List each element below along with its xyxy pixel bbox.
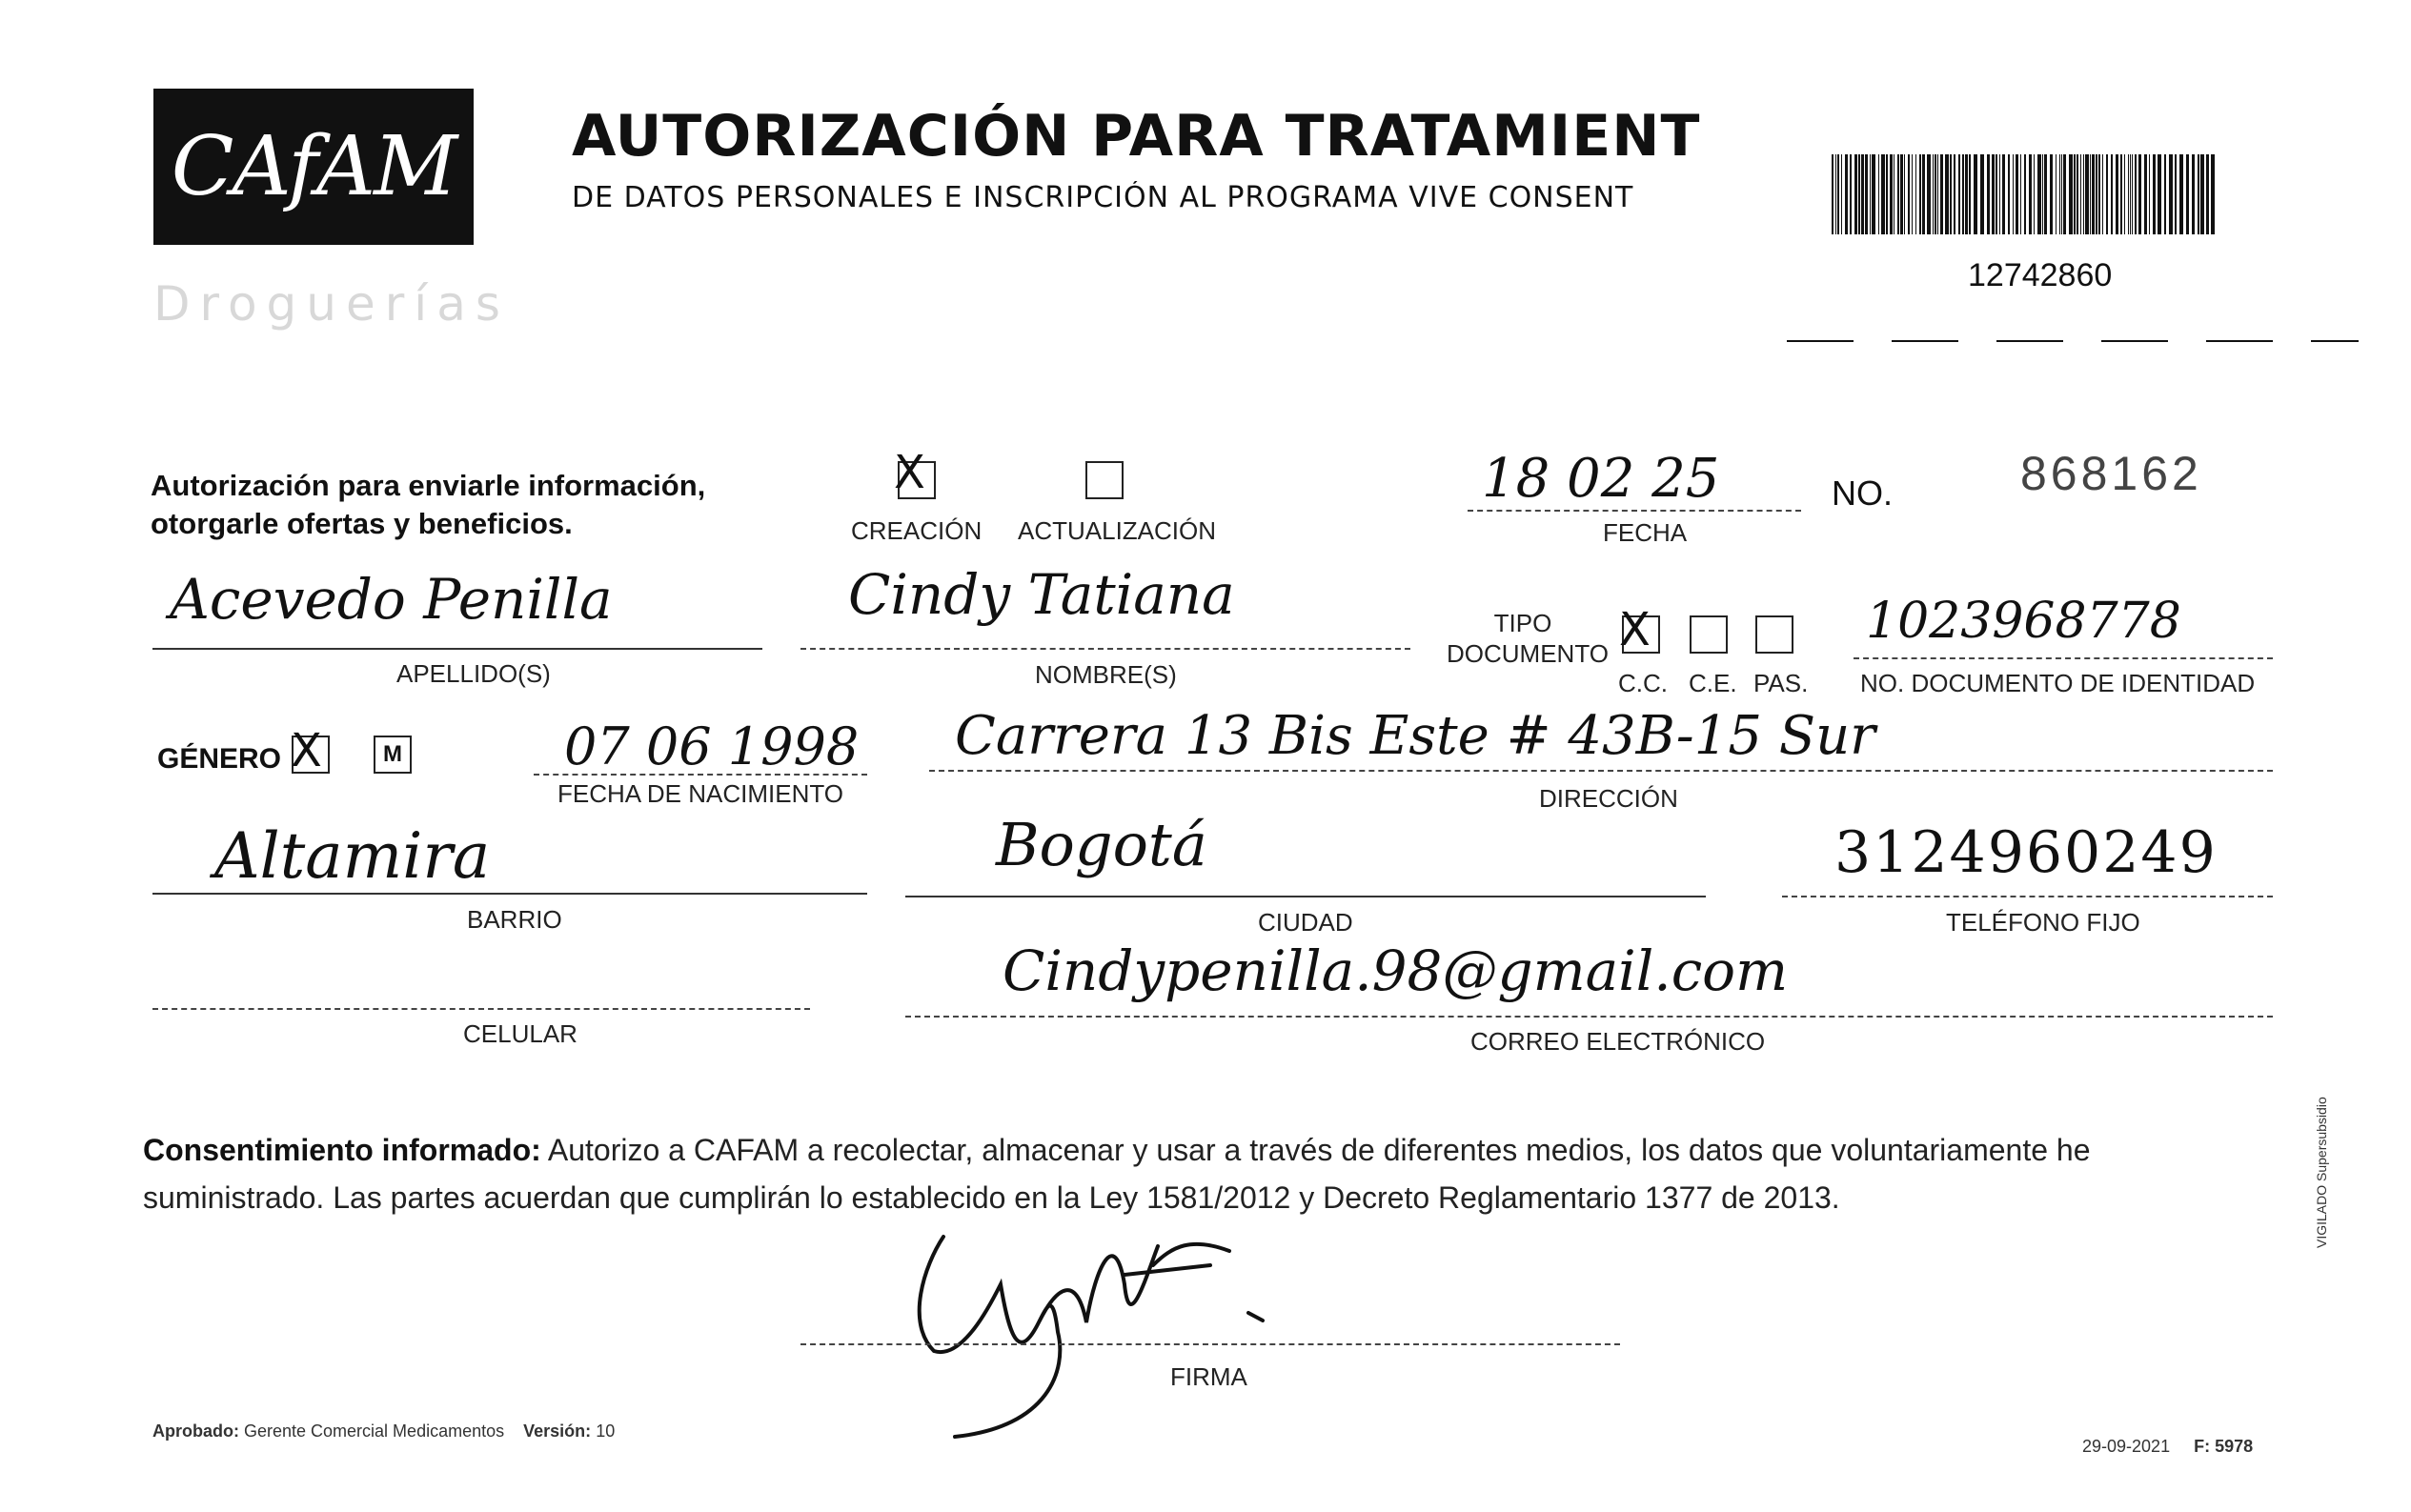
nombres-value: Cindy Tatiana [848,562,1235,627]
ciudad-line [905,896,1706,897]
nacimiento-value: 07 06 1998 [564,716,860,776]
creacion-check-mark: X [894,446,925,499]
correo-line [905,1016,2273,1018]
nombres-label: NOMBRE(S) [1035,660,1177,689]
fecha-line [1468,510,1801,512]
correo-value: Cindypenilla.98@gmail.com [1003,938,1789,1003]
direccion-line [929,770,2273,772]
barcode [1832,154,2222,234]
apellidos-value: Acevedo Penilla [170,567,613,632]
cafam-logo: CAfAM [153,89,474,245]
actualizacion-checkbox[interactable] [1085,461,1124,499]
doc-cc-check-mark: X [1619,603,1651,656]
correo-label: CORREO ELECTRÓNICO [1470,1027,1766,1056]
aprobado-value: Gerente Comercial Medicamentos [244,1421,505,1441]
header-dashes [1787,338,2359,344]
barrio-label: BARRIO [467,905,562,934]
fecha-value: 18 02 25 [1482,448,1720,510]
tipo-documento-label: TIPO DOCUMENTO [1447,609,1609,668]
form-title: AUTORIZACIÓN PARA TRATAMIENT [572,103,1701,170]
direccion-label: DIRECCIÓN [1539,784,1678,813]
form-subtitle: DE DATOS PERSONALES E INSCRIPCIÓN AL PROGRAMA VIVE CONSENT [572,181,1634,214]
telefono-value: 3124960249 [1834,819,2218,886]
firma-line [800,1343,1620,1345]
doc-cc-label: C.C. [1618,669,1668,697]
firma-label: FIRMA [1170,1362,1247,1391]
documento-value: 1023968778 [1866,593,2181,650]
doc-ce-label: C.E. [1689,669,1737,697]
celular-line [152,1008,810,1010]
apellidos-line [152,648,762,650]
documento-line [1854,657,2273,659]
celular-label: CELULAR [463,1019,577,1048]
footer-codes [2082,1437,2253,1457]
actualizacion-label: ACTUALIZACIÓN [1018,516,1217,545]
footer-approval [152,1421,615,1441]
form-intro: Autorización para enviarle información, otorgarle ofertas y beneficios. [151,469,706,540]
genero-m-label: M [383,741,402,767]
version-label: Versión: [523,1421,592,1441]
nacimiento-label: FECHA DE NACIMIENTO [557,779,844,808]
documento-label: NO. DOCUMENTO DE IDENTIDAD [1860,669,2256,697]
aprobado-label: Aprobado: [152,1421,239,1441]
ciudad-value: Bogotá [996,810,1207,879]
nombres-line [800,648,1410,650]
direccion-value: Carrera 13 Bis Este # 43B-15 Sur [955,705,1875,767]
nacimiento-line [534,774,867,776]
consent-paragraph [143,1126,2278,1221]
no-label: NO. [1832,474,1894,513]
barrio-value: Altamira [214,819,491,893]
no-value: 868162 [2020,447,2202,500]
doc-ce-checkbox[interactable] [1690,615,1728,654]
creacion-label: CREACIÓN [851,516,983,545]
telefono-line [1782,896,2273,897]
doc-pas-label: PAS. [1753,669,1809,697]
genero-label: GÉNERO [157,743,282,775]
version-value: 10 [596,1421,616,1441]
form-code: F: 5978 [2194,1437,2254,1456]
logo-subtext: Droguerías [153,276,510,332]
signature [886,1208,1287,1446]
vigilado-text: VIGILADO Supersubsidio [2314,1097,2329,1248]
consent-text: Autorizo a CAFAM a recolectar, almacenar y usar a través de diferentes medios, los datos que voluntariamente he suministrado. Las partes acuerdan que cumplirán lo establecido en la Ley 1581/2012 y Decreto Reglamentario 1377 de 2013. [143,1133,2091,1215]
doc-pas-checkbox[interactable] [1755,615,1793,654]
apellidos-label: APELLIDO(S) [396,659,551,688]
date-code: 29-09-2021 [2082,1437,2171,1456]
genero-f-check-mark: X [291,724,322,777]
barcode-number: 12742860 [1968,257,2113,293]
ciudad-label: CIUDAD [1258,908,1353,937]
fecha-label: FECHA [1603,518,1688,547]
telefono-label: TELÉFONO FIJO [1946,908,2140,937]
barrio-line [152,893,867,895]
consent-heading: Consentimiento informado: [143,1133,541,1167]
